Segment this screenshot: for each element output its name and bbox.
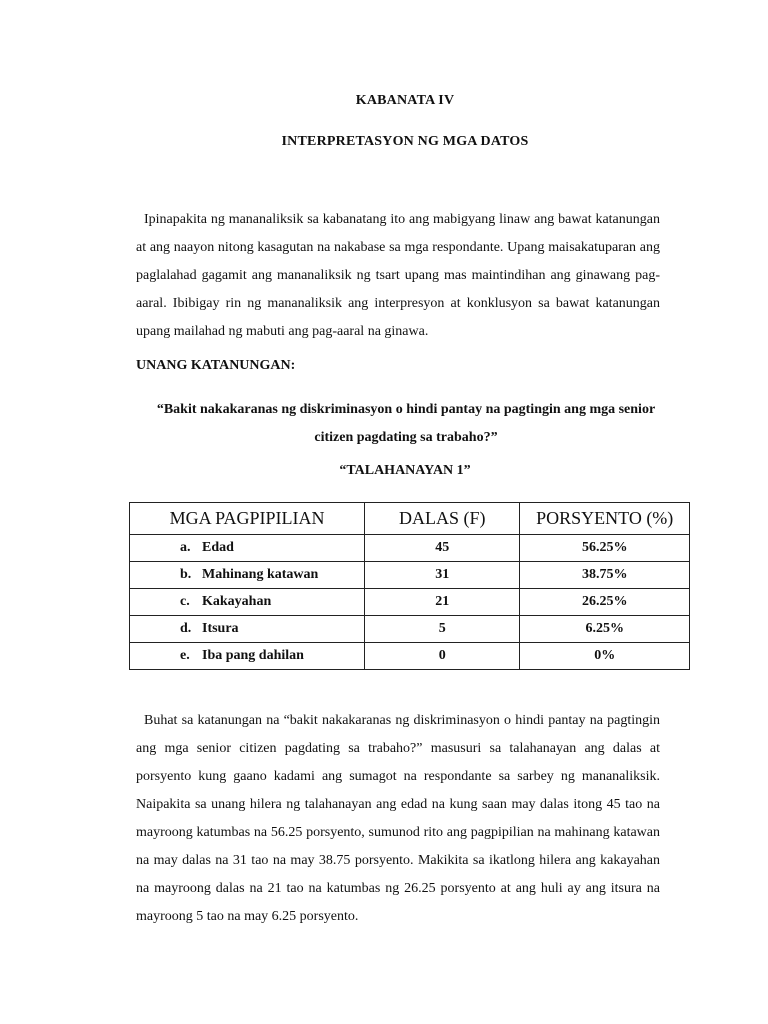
table-row [130,643,690,670]
results-table [129,502,690,670]
chapter-title: INTERPRETASYON NG MGA DATOS [281,134,529,149]
analysis-paragraph [136,707,660,931]
intro-paragraph [136,206,660,346]
table-label: “TALAHANAYAN 1” [339,463,471,478]
table-header-row [130,503,690,535]
percent-cell: 38.75% [520,562,690,589]
research-question: “Bakit nakakaranas ng diskriminasyon o hindi pantay na pagtingin ang mga senior citizen pagdating sa trabaho?” [156,402,656,445]
percent-cell: 0% [520,643,690,670]
frequency-cell: 0 [365,643,520,670]
header-percent: PORSYENTO (%) [520,503,690,535]
option-cell [130,562,365,589]
intro-paragraph-text: Ipinapakita ng mananaliksik sa kabanatang ito ang mabigyang linaw ang bawat katanungan at ang naayon nitong kasagutan na nakabase sa mga respondante. Upang maisakatuparan ang paglalahad gagamit ang mananaliksik ng tsart upang mas maintindihan ang ginawang pag-aaral. Ibibigay rin ng mananaliksik ang interpresyon at konklusyon sa bawat katanungan upang mailahad ng mabuti ang pag-aaral na ginawa. [136,212,660,339]
option-cell [130,535,365,562]
frequency-cell: 31 [365,562,520,589]
option-cell [130,616,365,643]
option-letter: c. [180,594,190,609]
option-letter: e. [180,648,190,663]
option-cell [130,589,365,616]
option-label: Mahinang katawan [202,567,319,582]
table-row [130,589,690,616]
section-heading: UNANG KATANUNGAN: [136,358,296,373]
option-label: Itsura [202,621,239,636]
chapter-number: KABANATA IV [355,93,455,108]
frequency-cell: 5 [365,616,520,643]
header-options: MGA PAGPIPILIAN [130,503,365,535]
table-row [130,535,690,562]
frequency-cell: 45 [365,535,520,562]
percent-cell: 26.25% [520,589,690,616]
option-label: Edad [202,540,234,555]
percent-cell: 6.25% [520,616,690,643]
analysis-paragraph-text: Buhat sa katanungan na “bakit nakakaranas ng diskriminasyon o hindi pantay na pagtingin ang mga senior citizen pagdating sa trabaho?” masusuri sa talahanayan ang dalas at porsyento kung gaano kadami ang sumagot na respondante sa sarbey ng mananaliksik. Naipakita sa unang hilera ng talahanayan ang edad na kung saan may dalas itong 45 tao na mayroong katumbas na 56.25 porsyento, sumunod rito ang pagpipilian na mahinang katawan na may dalas na 31 tao na may 38.75 porsyento. Makikita sa ikatlong hilera ang kakayahan na mayroong dalas na 21 tao na katumbas ng 26.25 porsyento at ang huli ay ang itsura na mayroong 5 tao na may 6.25 porsyento. [136,713,660,924]
table-row [130,616,690,643]
option-letter: a. [180,540,191,555]
table-row [130,562,690,589]
option-label: Kakayahan [202,594,272,609]
frequency-cell: 21 [365,589,520,616]
option-cell [130,643,365,670]
percent-cell: 56.25% [520,535,690,562]
option-letter: d. [180,621,192,636]
header-frequency: DALAS (F) [365,503,520,535]
option-label: Iba pang dahilan [202,648,304,663]
option-letter: b. [180,567,192,582]
